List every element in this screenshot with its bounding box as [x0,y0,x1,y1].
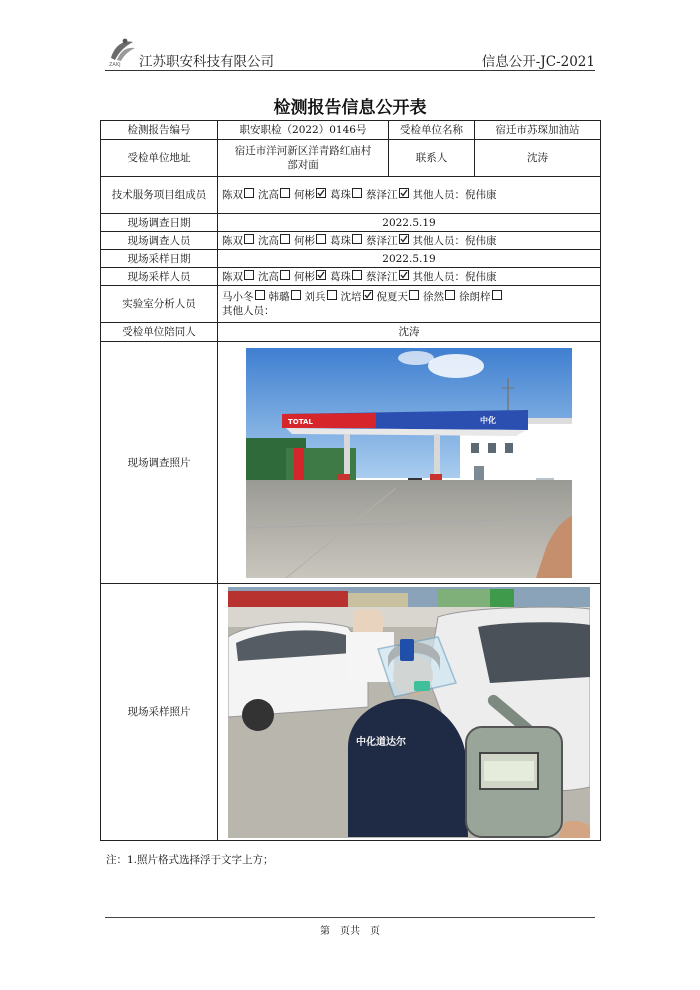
company-logo-icon [105,36,139,68]
unchecked-box-icon [280,234,290,244]
row-survey-date [101,214,601,232]
row-sampling-date [101,250,601,268]
survey-staff-others: 其他人员：倪伟康 [412,234,497,247]
staff-name: 陈双 [222,270,243,283]
survey-date-value: 2022.5.19 [218,214,601,232]
staff-name: 沈高 [258,234,279,247]
team-value [218,177,601,214]
contact-value: 沈涛 [475,140,601,177]
staff-name: 陈双 [222,234,243,247]
unchecked-box-icon [244,234,254,244]
document-number: 信息公开-JC-2021 [481,54,595,70]
unchecked-box-icon [352,234,362,244]
staff-name: 何彬 [294,189,315,201]
sinochem-logo-text: 中化 [480,415,496,425]
gas-station-photo [246,348,572,578]
report-no-value: 职安职检（2022）0146号 [218,121,389,140]
unchecked-box-icon [352,270,362,280]
staff-name: 沈高 [258,189,279,201]
survey-staff-checklist [222,235,413,247]
team-checklist [222,189,413,201]
row-escort [101,323,601,342]
staff-name: 刘兵 [304,291,326,303]
staff-name: 徐朗梓 [459,291,491,303]
vest-text: 中化道达尔 [356,736,406,748]
checked-box-icon [399,270,409,280]
page-header [105,44,595,71]
report-no-label: 检测报告编号 [101,121,218,140]
survey-staff-label: 现场调查人员 [101,232,218,250]
unchecked-box-icon [316,234,326,244]
staff-name: 葛珠 [330,189,351,201]
staff-name: 葛珠 [330,234,351,247]
unchecked-box-icon [352,188,362,198]
info-table [100,120,601,841]
sampling-photo-cell [218,584,601,841]
sampling-photo [228,587,590,838]
unchecked-box-icon [244,188,254,198]
survey-staff-value [218,232,601,250]
unchecked-box-icon [280,188,290,198]
unchecked-box-icon [445,290,455,300]
staff-name: 蔡泽江 [366,270,398,283]
sampling-date-value: 2022.5.19 [218,250,601,268]
staff-name: 陈双 [222,189,243,201]
footnote: 注：1.照片格式选择浮于文字上方； [106,854,274,866]
staff-name: 何彬 [294,270,315,283]
contact-label: 联系人 [389,140,475,177]
total-logo-text: TOTAL [288,417,313,426]
sampling-staff-label: 现场采样人员 [101,268,218,286]
survey-photo-label: 现场调查照片 [101,342,218,584]
lab-staff-others: 其他人员： [222,305,275,317]
row-sampling-photo [101,584,601,841]
checked-box-icon [363,290,373,300]
escort-label: 受检单位陪同人 [101,323,218,342]
row-survey-photo [101,342,601,584]
unchecked-box-icon [291,290,301,300]
staff-name: 沈高 [258,270,279,283]
row-address [101,140,601,177]
lab-staff-checklist [222,290,596,304]
lab-staff-label: 实验室分析人员 [101,286,218,323]
staff-name: 倪夏天 [376,291,408,303]
checked-box-icon [316,270,326,280]
checked-box-icon [399,188,409,198]
row-report-no [101,121,601,140]
unchecked-box-icon [280,270,290,280]
footer-rule [105,917,595,918]
unchecked-box-icon [409,290,419,300]
page-title: 检测报告信息公开表 [273,98,427,118]
lab-staff-value [218,286,601,323]
sampling-date-label: 现场采样日期 [101,250,218,268]
staff-name: 马小冬 [222,291,254,303]
unchecked-box-icon [492,290,502,300]
survey-photo-cell [218,342,601,584]
staff-name: 何彬 [294,234,315,247]
team-others: 其他人员：倪伟康 [412,189,497,201]
team-label: 技术服务项目组成员 [101,177,218,214]
sampling-staff-value [218,268,601,286]
page-number: 第 页共 页 [320,926,380,937]
unchecked-box-icon [327,290,337,300]
survey-date-label: 现场调查日期 [101,214,218,232]
sampling-staff-checklist [222,271,413,283]
sampling-staff-others: 其他人员：倪伟康 [412,270,497,283]
svg-text:ZAKJ: ZAKJ [109,62,121,68]
unit-name-label: 受检单位名称 [389,121,475,140]
escort-value: 沈涛 [218,323,601,342]
row-lab-staff [101,286,601,323]
row-team [101,177,601,214]
checked-box-icon [399,234,409,244]
staff-name: 蔡泽江 [366,189,398,201]
address-label: 受检单位地址 [101,140,218,177]
staff-name: 韩璐 [268,291,290,303]
unit-name-value: 宿迁市苏琛加油站 [475,121,601,140]
sampling-photo-label: 现场采样照片 [101,584,218,841]
row-survey-staff [101,232,601,250]
address-value: 宿迁市洋河新区洋青路红庙村部对面 [218,140,389,177]
row-sampling-staff [101,268,601,286]
staff-name: 蔡泽江 [366,234,398,247]
checked-box-icon [316,188,326,198]
unchecked-box-icon [255,290,265,300]
staff-name: 沈培 [340,291,362,303]
staff-name: 葛珠 [330,270,351,283]
staff-name: 徐然 [423,291,444,303]
company-name: 江苏职安科技有限公司 [139,54,274,70]
unchecked-box-icon [244,270,254,280]
